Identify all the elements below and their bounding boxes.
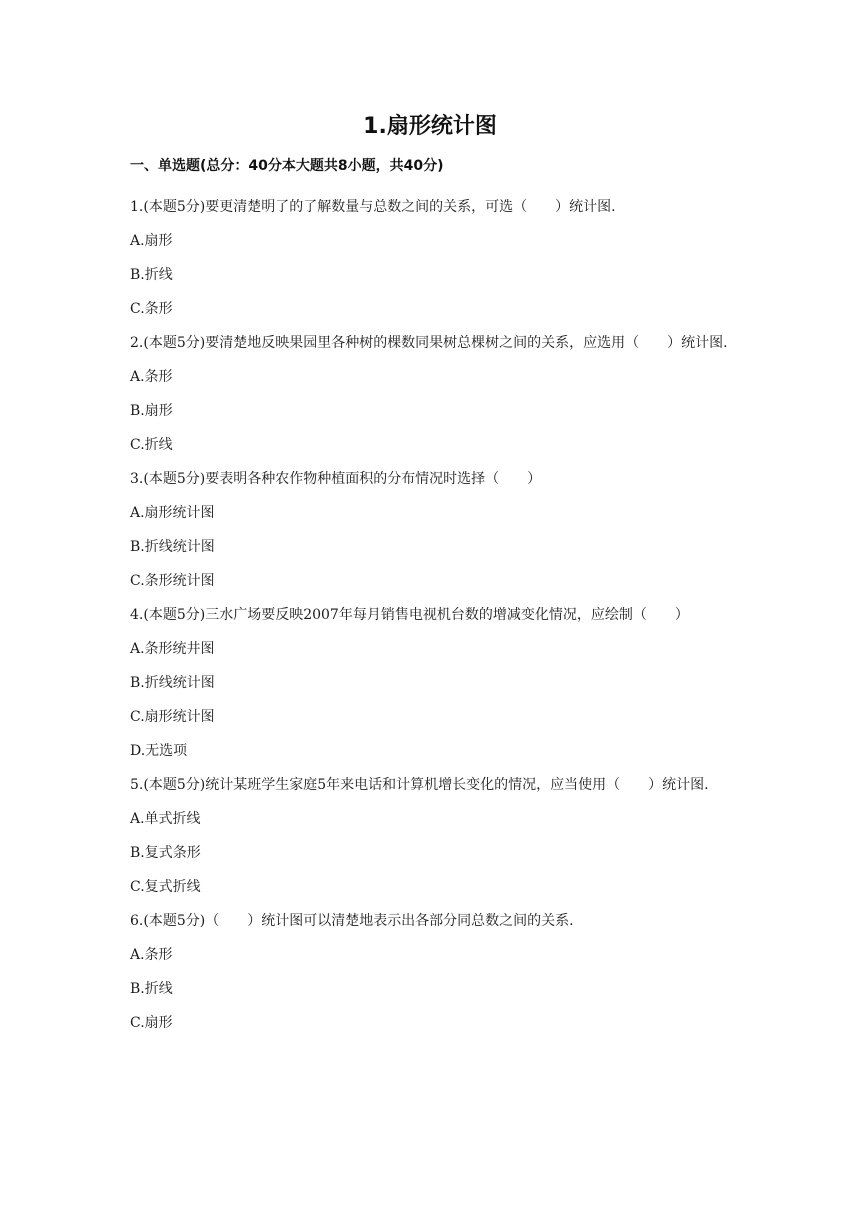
answer-option: D.无选项 [130,743,188,759]
question-stem: 5.(本题5分)统计某班学生家庭5年来电话和计算机增长变化的情况，应当使用（ ）统计图. [130,777,709,793]
answer-option: B.扇形 [130,403,173,419]
page-title: 1.扇形统计图 [363,114,497,139]
question-stem: 2.(本题5分)要清楚地反映果园里各种树的棵数同果树总棵树之间的关系，应选用（ ）统计图. [130,335,728,351]
answer-option: C.条形统计图 [130,573,215,589]
question-block [130,904,734,1040]
answer-option: B.折线 [130,981,173,997]
answer-option: A.扇形统计图 [130,505,215,521]
question-block [130,190,734,326]
answer-option: A.扇形 [130,233,173,249]
question-block [130,768,734,904]
question-block [130,462,734,598]
answer-option: C.复式折线 [130,879,201,895]
question-stem: 1.(本题5分)要更清楚明了的了解数量与总数之间的关系，可选（ ）统计图. [130,199,616,215]
question-block [130,598,734,768]
question-list [130,190,734,1040]
answer-option: B.折线 [130,267,173,283]
answer-option: A.条形统井图 [130,641,215,657]
answer-option: C.折线 [130,437,173,453]
question-stem: 4.(本题5分)三水广场要反映2007年每月销售电视机台数的增减变化情况，应绘制（ ） [130,607,689,623]
question-stem: 3.(本题5分)要表明各种农作物种植面积的分布情况时选择（ ） [130,471,542,487]
answer-option: C.扇形 [130,1015,173,1031]
answer-option: A.单式折线 [130,811,201,827]
answer-option: B.折线统计图 [130,539,215,555]
answer-option: B.折线统计图 [130,675,215,691]
question-block [130,326,734,462]
answer-option: C.扇形统计图 [130,709,215,725]
question-stem: 6.(本题5分)（ ）统计图可以清楚地表示出各部分同总数之间的关系. [130,913,574,929]
answer-option: B.复式条形 [130,845,201,861]
answer-option: A.条形 [130,369,173,385]
section-heading: 一、单选题(总分：40分本大题共8小题，共40分) [130,158,444,174]
answer-option: C.条形 [130,301,173,317]
answer-option: A.条形 [130,947,173,963]
